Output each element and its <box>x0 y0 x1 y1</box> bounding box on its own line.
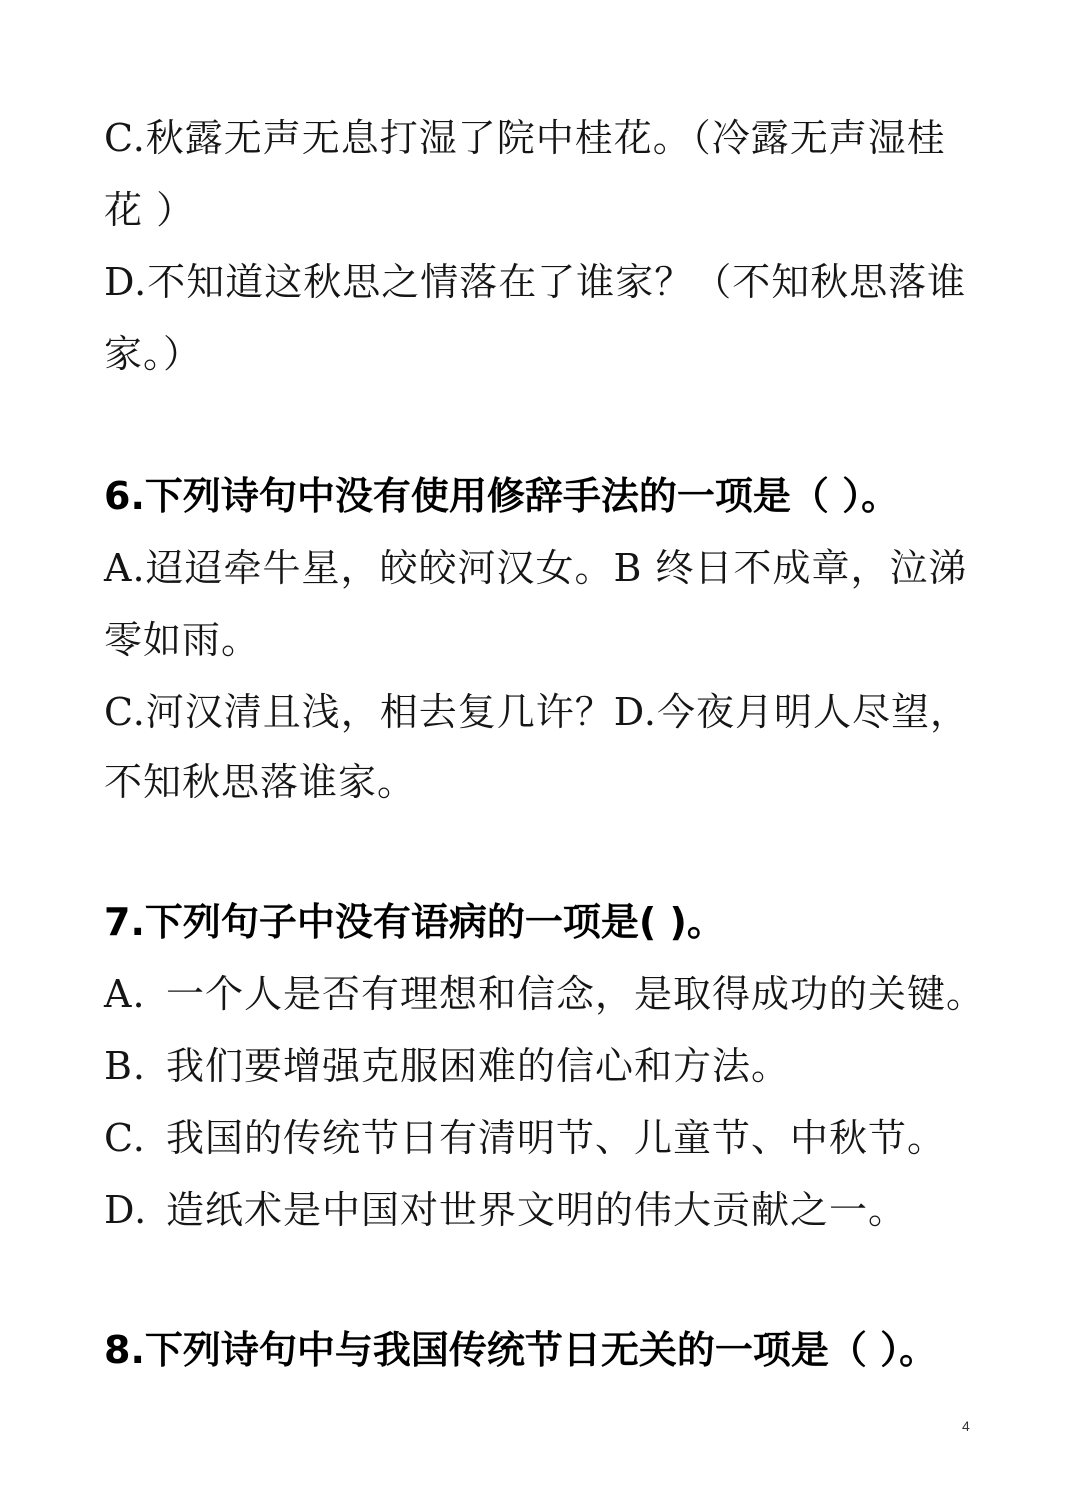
question-7-option-d <box>104 1186 907 1234</box>
question-6-line-1: A.迢迢牵牛星，皎皎河汉女。B 终日不成章，泣涕 <box>104 546 968 590</box>
option-text: 我们要增强克服困难的信心和方法。 <box>166 1044 791 1088</box>
question-6-title: 6.下列诗句中没有使用修辞手法的一项是（ ）。 <box>104 474 900 518</box>
question-7-title: 7.下列句子中没有语病的一项是( )。 <box>104 900 725 944</box>
question-6-line-3: C.河汉清且浅，相去复几许？D.今夜月明人尽望， <box>104 690 969 734</box>
question-7-option-b <box>104 1042 790 1090</box>
option-text: 一个人是否有理想和信念，是取得成功的关键。 <box>166 972 986 1016</box>
option-text: 造纸术是中国对世界文明的伟大贡献之一。 <box>166 1188 908 1232</box>
option-letter: B. <box>104 1044 147 1088</box>
page-number: 4 <box>962 1418 970 1434</box>
question-6-line-2: 零如雨。 <box>104 618 261 662</box>
option-letter: A. <box>104 972 146 1016</box>
option-letter: D. <box>104 1188 148 1232</box>
option-c-line-1: C.秋露无声无息打湿了院中桂花。（冷露无声湿桂 <box>104 116 946 160</box>
question-8-title: 8.下列诗句中与我国传统节日无关的一项是（ ）。 <box>104 1328 938 1372</box>
option-letter: C. <box>104 1116 146 1160</box>
option-d-line-1: D.不知道这秋思之情落在了谁家？（不知秋思落谁 <box>104 260 967 304</box>
question-7-option-c <box>104 1114 946 1162</box>
question-6-line-4: 不知秋思落谁家。 <box>104 760 417 804</box>
option-d-line-2: 家。） <box>104 332 203 376</box>
option-text: 我国的传统节日有清明节、儿童节、中秋节。 <box>166 1116 947 1160</box>
option-c-line-2: 花 ） <box>104 188 196 232</box>
question-7-option-a <box>104 970 985 1018</box>
